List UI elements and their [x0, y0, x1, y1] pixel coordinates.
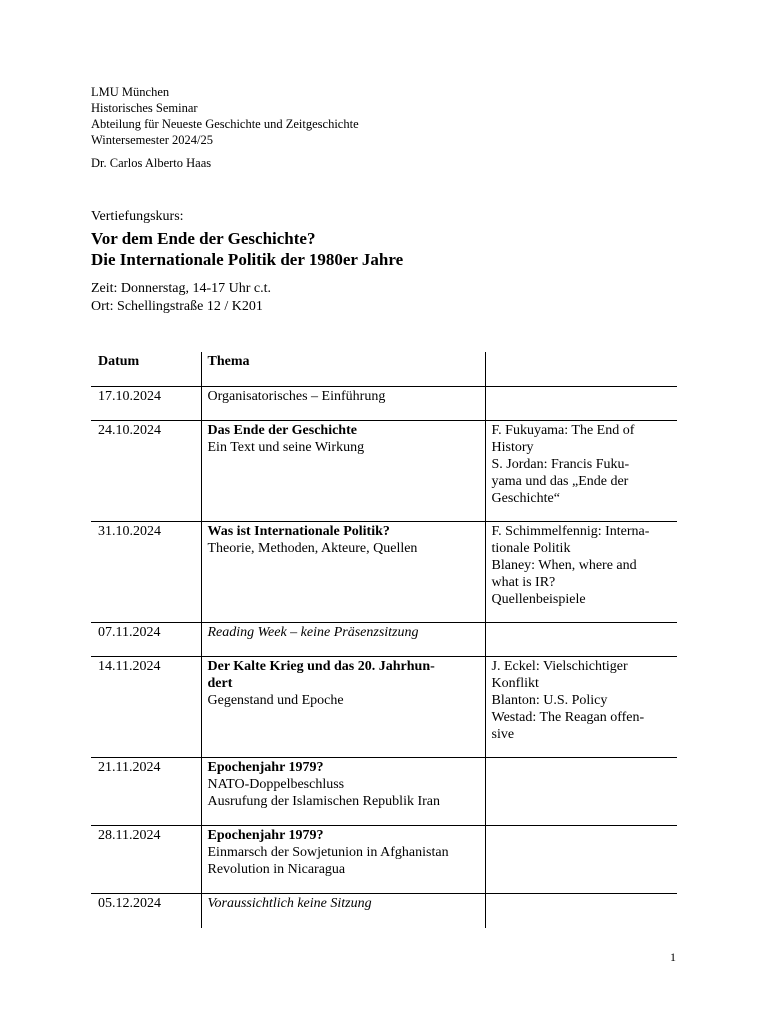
row-topic-title: Was ist Internationale Politik? — [207, 523, 390, 539]
row-date: 07.11.2024 — [98, 624, 161, 640]
row-date: 21.11.2024 — [98, 759, 161, 775]
seminar-name: Historisches Seminar — [91, 101, 198, 115]
literature-line: Quellenbeispiele — [491, 591, 586, 607]
row-topic-subtitle: Theorie, Methoden, Akteure, Quellen — [207, 540, 418, 556]
course-type: Vertiefungskurs: — [91, 209, 184, 224]
row-literature — [485, 757, 677, 825]
row-literature — [485, 622, 677, 656]
table-header-row — [91, 352, 677, 386]
schedule-table — [91, 352, 677, 928]
row-date: 14.11.2024 — [98, 658, 161, 674]
row-date: 17.10.2024 — [98, 388, 161, 404]
course-time: Zeit: Donnerstag, 14-17 Uhr c.t. — [91, 281, 272, 296]
table-row — [91, 757, 677, 825]
row-topic — [201, 420, 485, 521]
row-literature — [485, 521, 677, 622]
literature-line: Westad: The Reagan offen- — [491, 709, 645, 725]
row-literature — [485, 893, 677, 928]
row-topic — [201, 825, 485, 893]
table-row — [91, 622, 677, 656]
row-topic — [201, 386, 485, 420]
row-topic-title-continued: dert — [207, 675, 233, 691]
header-topic: Thema — [201, 352, 485, 386]
row-topic — [201, 757, 485, 825]
row-date: 24.10.2024 — [98, 422, 161, 438]
course-title — [91, 228, 403, 270]
row-topic-title: Der Kalte Krieg und das 20. Jahrhun- — [207, 658, 435, 674]
literature-line: tionale Politik — [491, 540, 571, 556]
literature-line: what is IR? — [491, 574, 556, 590]
course-meta — [91, 280, 271, 316]
row-literature — [485, 420, 677, 521]
row-topic-subtitle: Ausrufung der Islamischen Republik Iran — [207, 793, 440, 809]
row-topic-subtitle: NATO-Doppelbeschluss — [207, 776, 345, 792]
table-row — [91, 825, 677, 893]
table-row — [91, 656, 677, 757]
literature-line: Blanton: U.S. Policy — [491, 692, 608, 708]
literature-line: F. Fukuyama: The End of — [491, 422, 635, 438]
university-name: LMU München — [91, 85, 170, 99]
page-number: 1 — [670, 950, 676, 964]
row-literature — [485, 386, 677, 420]
institution-header — [91, 84, 359, 148]
department-name: Abteilung für Neueste Geschichte und Zeitgeschichte — [91, 117, 359, 131]
row-date: 05.12.2024 — [98, 895, 161, 911]
row-topic-subtitle: Revolution in Nicaragua — [207, 861, 346, 877]
row-topic — [201, 656, 485, 757]
row-date: 31.10.2024 — [98, 523, 161, 539]
literature-line: Konflikt — [491, 675, 539, 691]
literature-line: sive — [491, 726, 515, 742]
teacher-name: Dr. Carlos Alberto Haas — [91, 156, 212, 170]
literature-line: History — [491, 439, 534, 455]
literature-line: Blaney: When, where and — [491, 557, 637, 573]
table-row — [91, 521, 677, 622]
table-row — [91, 420, 677, 521]
row-literature — [485, 656, 677, 757]
row-topic-title: Das Ende der Geschichte — [207, 422, 357, 438]
course-place: Ort: Schellingstraße 12 / K201 — [91, 299, 263, 314]
semester: Wintersemester 2024/25 — [91, 133, 214, 147]
header-literature — [485, 352, 677, 386]
literature-line: Geschichte“ — [491, 490, 560, 506]
row-topic — [201, 893, 485, 928]
row-topic-subtitle: Organisatorisches – Einführung — [207, 388, 386, 404]
table-row — [91, 386, 677, 420]
row-literature — [485, 825, 677, 893]
row-topic-subtitle: Ein Text und seine Wirkung — [207, 439, 365, 455]
course-title-line-2: Die Internationale Politik der 1980er Jahre — [91, 250, 404, 269]
literature-line: yama und das „Ende der — [491, 473, 629, 489]
row-topic-title: Epochenjahr 1979? — [207, 759, 324, 775]
row-topic — [201, 521, 485, 622]
table-row — [91, 893, 677, 928]
row-topic-subtitle: Einmarsch der Sowjetunion in Afghanistan — [207, 844, 449, 860]
header-date: Datum — [98, 354, 140, 369]
literature-line: J. Eckel: Vielschichtiger — [491, 658, 628, 674]
row-topic-note: Reading Week – keine Präsenzsitzung — [207, 624, 419, 640]
row-topic — [201, 622, 485, 656]
literature-line: S. Jordan: Francis Fuku- — [491, 456, 630, 472]
course-title-line-1: Vor dem Ende der Geschichte? — [91, 229, 316, 248]
row-topic-title: Epochenjahr 1979? — [207, 827, 324, 843]
row-topic-note: Voraussichtlich keine Sitzung — [207, 895, 372, 911]
literature-line: F. Schimmelfennig: Interna- — [491, 523, 650, 539]
row-topic-subtitle: Gegenstand und Epoche — [207, 692, 344, 708]
row-date: 28.11.2024 — [98, 827, 161, 843]
